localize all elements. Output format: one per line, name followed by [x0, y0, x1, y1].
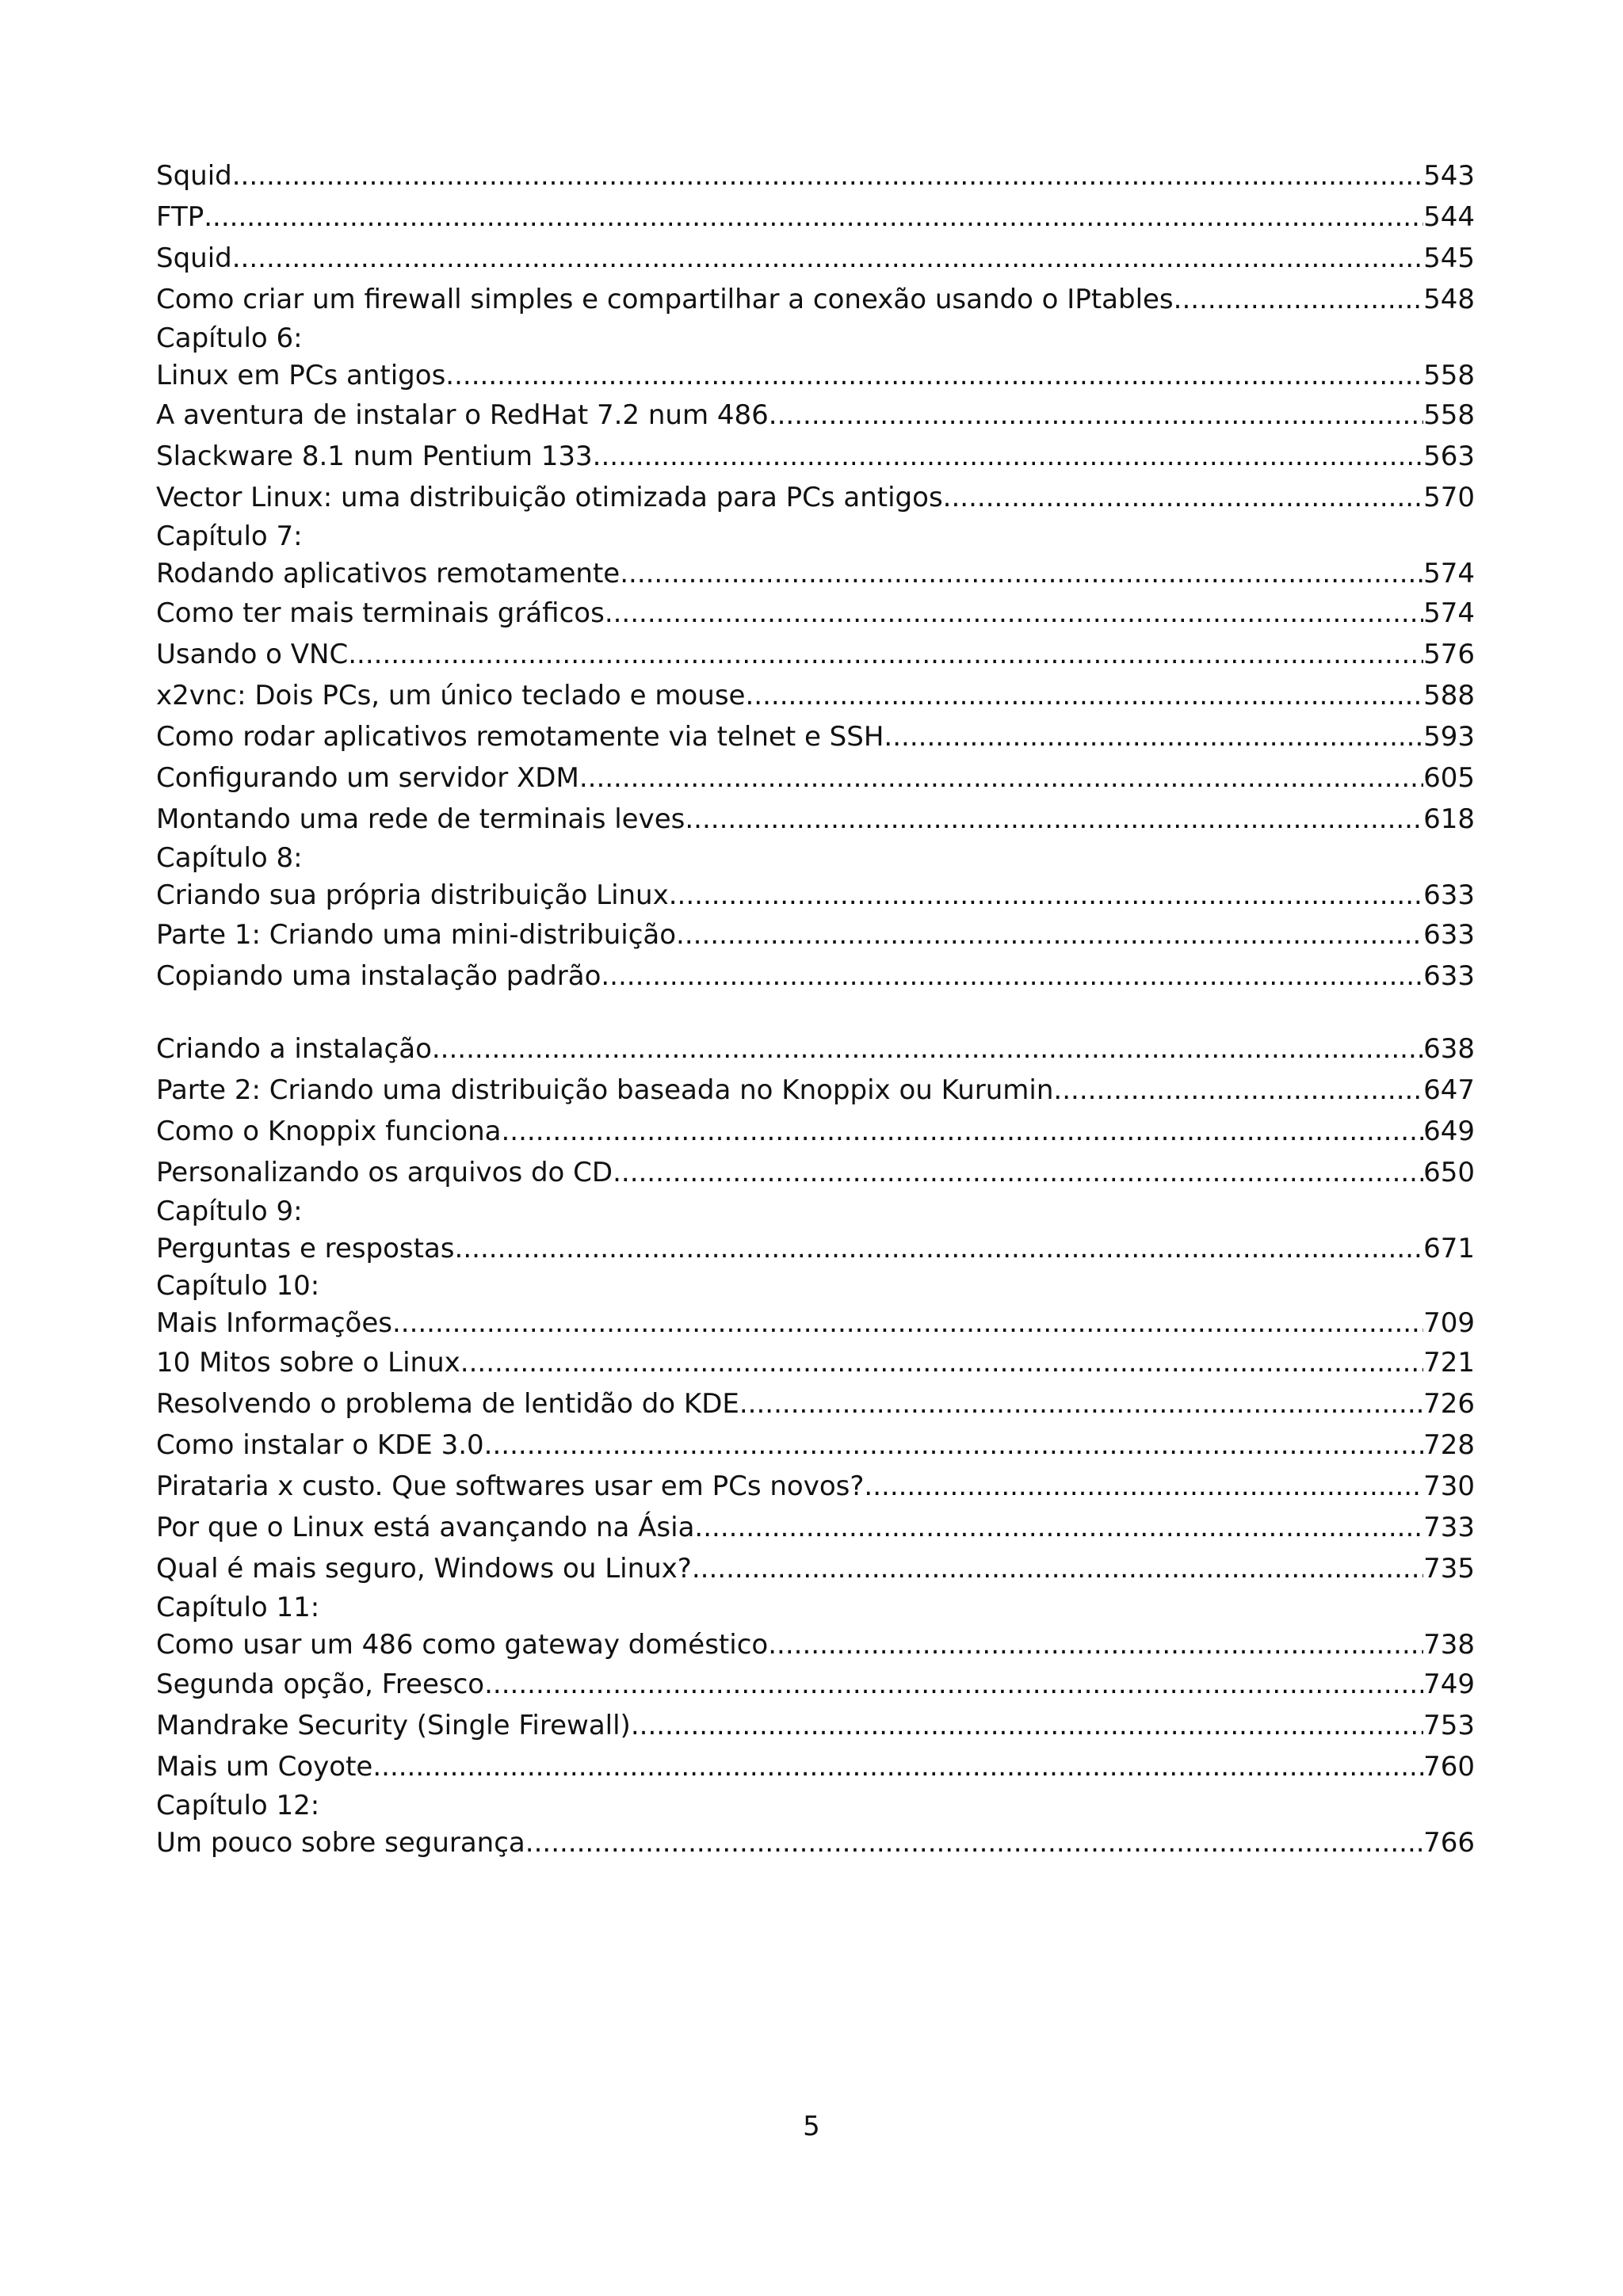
entry-title: Squid	[156, 160, 232, 192]
entry-page: 766	[1423, 1827, 1475, 1859]
dot-leader	[372, 1746, 1423, 1787]
toc-entry[interactable]	[156, 1304, 1475, 1342]
entry-title: Como criar um firewall simples e compartilhar a conexão usando o IPtables	[156, 284, 1174, 315]
entry-page: 558	[1423, 399, 1475, 431]
toc-entry[interactable]	[156, 1466, 1475, 1507]
entry-page: 721	[1423, 1347, 1475, 1379]
toc-entry[interactable]	[156, 477, 1475, 518]
toc-entry[interactable]	[156, 238, 1475, 279]
spacer	[156, 997, 1475, 1028]
entry-page: 650	[1423, 1157, 1475, 1188]
entry-page: 633	[1423, 960, 1475, 992]
toc-entry[interactable]	[156, 1626, 1475, 1664]
toc-entry[interactable]	[156, 914, 1475, 955]
toc-entry[interactable]	[156, 1111, 1475, 1152]
entry-title: Parte 1: Criando uma mini-distribuição	[156, 919, 677, 951]
entry-page: 730	[1423, 1470, 1475, 1502]
toc-entry[interactable]	[156, 955, 1475, 997]
chapter-heading: Capítulo 10:	[156, 1270, 320, 1302]
entry-title: Por que o Linux está avançando na Ásia	[156, 1512, 695, 1543]
entry-title: FTP	[156, 201, 204, 233]
entry-page: 735	[1423, 1553, 1475, 1585]
dot-leader	[432, 1028, 1423, 1070]
entry-page: 749	[1423, 1669, 1475, 1700]
toc-entry[interactable]	[156, 1746, 1475, 1787]
dot-leader	[676, 914, 1423, 955]
dot-leader	[669, 876, 1423, 914]
entry-page: 709	[1423, 1307, 1475, 1339]
entry-title: Parte 2: Criando uma distribuição baseada no Knoppix ou Kurumin	[156, 1074, 1054, 1106]
entry-page: 738	[1423, 1629, 1475, 1661]
dot-leader	[445, 357, 1423, 395]
dot-leader	[204, 196, 1423, 238]
toc-entry[interactable]	[156, 1230, 1475, 1268]
dot-leader	[605, 593, 1423, 634]
entry-page: 605	[1423, 762, 1475, 794]
toc-entry[interactable]	[156, 357, 1475, 395]
entry-title: Configurando um servidor XDM	[156, 762, 579, 794]
toc-entry[interactable]	[156, 675, 1475, 716]
entry-page: 543	[1423, 160, 1475, 192]
dot-leader	[692, 1548, 1423, 1589]
toc-entry[interactable]	[156, 1664, 1475, 1705]
entry-title: Usando o VNC	[156, 639, 349, 670]
entry-title: Resolvendo o problema de lentidão do KDE	[156, 1388, 739, 1420]
entry-page: 638	[1423, 1033, 1475, 1065]
chapter-heading: Capítulo 9:	[156, 1196, 303, 1227]
toc-entry[interactable]	[156, 196, 1475, 238]
entry-page: 649	[1423, 1116, 1475, 1147]
toc-entry[interactable]	[156, 279, 1475, 320]
entry-page: 618	[1423, 803, 1475, 835]
entry-title: Criando a instalação	[156, 1033, 432, 1065]
dot-leader	[694, 1507, 1423, 1548]
entry-page: 647	[1423, 1074, 1475, 1106]
dot-leader	[739, 1383, 1423, 1425]
dot-leader	[525, 1824, 1423, 1862]
entry-title: Squid	[156, 242, 232, 274]
entry-title: 10 Mitos sobre o Linux	[156, 1347, 460, 1379]
entry-page: 593	[1423, 721, 1475, 753]
entry-title: Vector Linux: uma distribuição otimizada para PCs antigos	[156, 482, 943, 513]
toc-entry[interactable]	[156, 1824, 1475, 1862]
entry-page: 633	[1423, 879, 1475, 911]
dot-leader	[593, 436, 1423, 477]
entry-page: 545	[1423, 242, 1475, 274]
dot-leader	[864, 1466, 1423, 1507]
entry-page: 574	[1423, 597, 1475, 629]
toc-entry[interactable]	[156, 1507, 1475, 1548]
table-of-contents	[156, 155, 1475, 1862]
dot-leader	[501, 1111, 1423, 1152]
entry-page: 544	[1423, 201, 1475, 233]
toc-entry[interactable]	[156, 1705, 1475, 1746]
entry-page: 633	[1423, 919, 1475, 951]
toc-entry[interactable]	[156, 634, 1475, 675]
dot-leader	[768, 1626, 1423, 1664]
toc-entry[interactable]	[156, 1425, 1475, 1466]
toc-entry[interactable]	[156, 876, 1475, 914]
toc-entry[interactable]	[156, 757, 1475, 799]
entry-title: Como o Knoppix funciona	[156, 1116, 502, 1147]
entry-title: Criando sua própria distribuição Linux	[156, 879, 669, 911]
entry-title: Segunda opção, Freesco	[156, 1669, 485, 1700]
entry-page: 570	[1423, 482, 1475, 513]
entry-title: Mais Informações	[156, 1307, 392, 1339]
toc-entry[interactable]	[156, 155, 1475, 196]
entry-page: 588	[1423, 680, 1475, 711]
entry-page: 558	[1423, 360, 1475, 391]
dot-leader	[769, 395, 1423, 436]
toc-entry[interactable]	[156, 1028, 1475, 1070]
toc-entry[interactable]	[156, 1548, 1475, 1589]
page-number: 5	[803, 2111, 820, 2142]
toc-entry[interactable]	[156, 436, 1475, 477]
entry-title: Um pouco sobre segurança	[156, 1827, 525, 1859]
chapter-heading: Capítulo 8:	[156, 842, 303, 874]
dot-leader	[484, 1425, 1423, 1466]
entry-title: Montando uma rede de terminais leves	[156, 803, 685, 835]
dot-leader	[601, 955, 1423, 997]
dot-leader	[685, 799, 1423, 840]
entry-title: Linux em PCs antigos	[156, 360, 446, 391]
toc-entry[interactable]	[156, 593, 1475, 634]
entry-title: Como usar um 486 como gateway doméstico	[156, 1629, 769, 1661]
entry-page: 548	[1423, 284, 1475, 315]
entry-title: Rodando aplicativos remotamente	[156, 558, 621, 589]
dot-leader	[1174, 279, 1423, 320]
entry-title: Copiando uma instalação padrão	[156, 960, 601, 992]
entry-title: A aventura de instalar o RedHat 7.2 num 486	[156, 399, 769, 431]
dot-leader	[631, 1705, 1423, 1746]
dot-leader	[579, 757, 1423, 799]
entry-title: x2vnc: Dois PCs, um único teclado e mouse	[156, 680, 746, 711]
entry-page: 563	[1423, 441, 1475, 472]
dot-leader	[884, 716, 1423, 757]
entry-page: 760	[1423, 1751, 1475, 1783]
toc-entry[interactable]	[156, 1152, 1475, 1193]
entry-title: Como ter mais terminais gráficos	[156, 597, 605, 629]
dot-leader	[392, 1304, 1423, 1342]
entry-page: 671	[1423, 1233, 1475, 1264]
dot-leader	[620, 555, 1423, 593]
entry-page: 753	[1423, 1710, 1475, 1741]
entry-page: 576	[1423, 639, 1475, 670]
dot-leader	[943, 477, 1423, 518]
dot-leader	[745, 675, 1423, 716]
toc-entry[interactable]	[156, 555, 1475, 593]
entry-title: Perguntas e respostas	[156, 1233, 455, 1264]
dot-leader	[232, 238, 1423, 279]
entry-title: Slackware 8.1 num Pentium 133	[156, 441, 593, 472]
dot-leader	[484, 1664, 1423, 1705]
entry-title: Como rodar aplicativos remotamente via telnet e SSH	[156, 721, 884, 753]
dot-leader	[613, 1152, 1423, 1193]
toc-entry[interactable]	[156, 1383, 1475, 1425]
dot-leader	[455, 1230, 1424, 1268]
toc-entry[interactable]	[156, 395, 1475, 436]
chapter-heading: Capítulo 12:	[156, 1790, 320, 1821]
chapter-heading: Capítulo 7:	[156, 521, 303, 552]
toc-entry[interactable]	[156, 716, 1475, 757]
toc-entry[interactable]	[156, 799, 1475, 840]
dot-leader	[348, 634, 1423, 675]
entry-title: Mandrake Security (Single Firewall)	[156, 1710, 631, 1741]
entry-page: 726	[1423, 1388, 1475, 1420]
entry-title: Personalizando os arquivos do CD	[156, 1157, 613, 1188]
entry-title: Mais um Coyote	[156, 1751, 373, 1783]
chapter-heading: Capítulo 6:	[156, 322, 303, 354]
dot-leader	[1053, 1070, 1423, 1111]
toc-entry[interactable]	[156, 1342, 1475, 1383]
entry-title: Qual é mais seguro, Windows ou Linux?	[156, 1553, 692, 1585]
chapter-heading: Capítulo 11:	[156, 1592, 320, 1623]
entry-title: Pirataria x custo. Que softwares usar em PCs novos?	[156, 1470, 865, 1502]
entry-title: Como instalar o KDE 3.0	[156, 1429, 484, 1461]
entry-page: 728	[1423, 1429, 1475, 1461]
dot-leader	[460, 1342, 1423, 1383]
dot-leader	[232, 155, 1423, 196]
entry-page: 733	[1423, 1512, 1475, 1543]
toc-entry[interactable]	[156, 1070, 1475, 1111]
entry-page: 574	[1423, 558, 1475, 589]
